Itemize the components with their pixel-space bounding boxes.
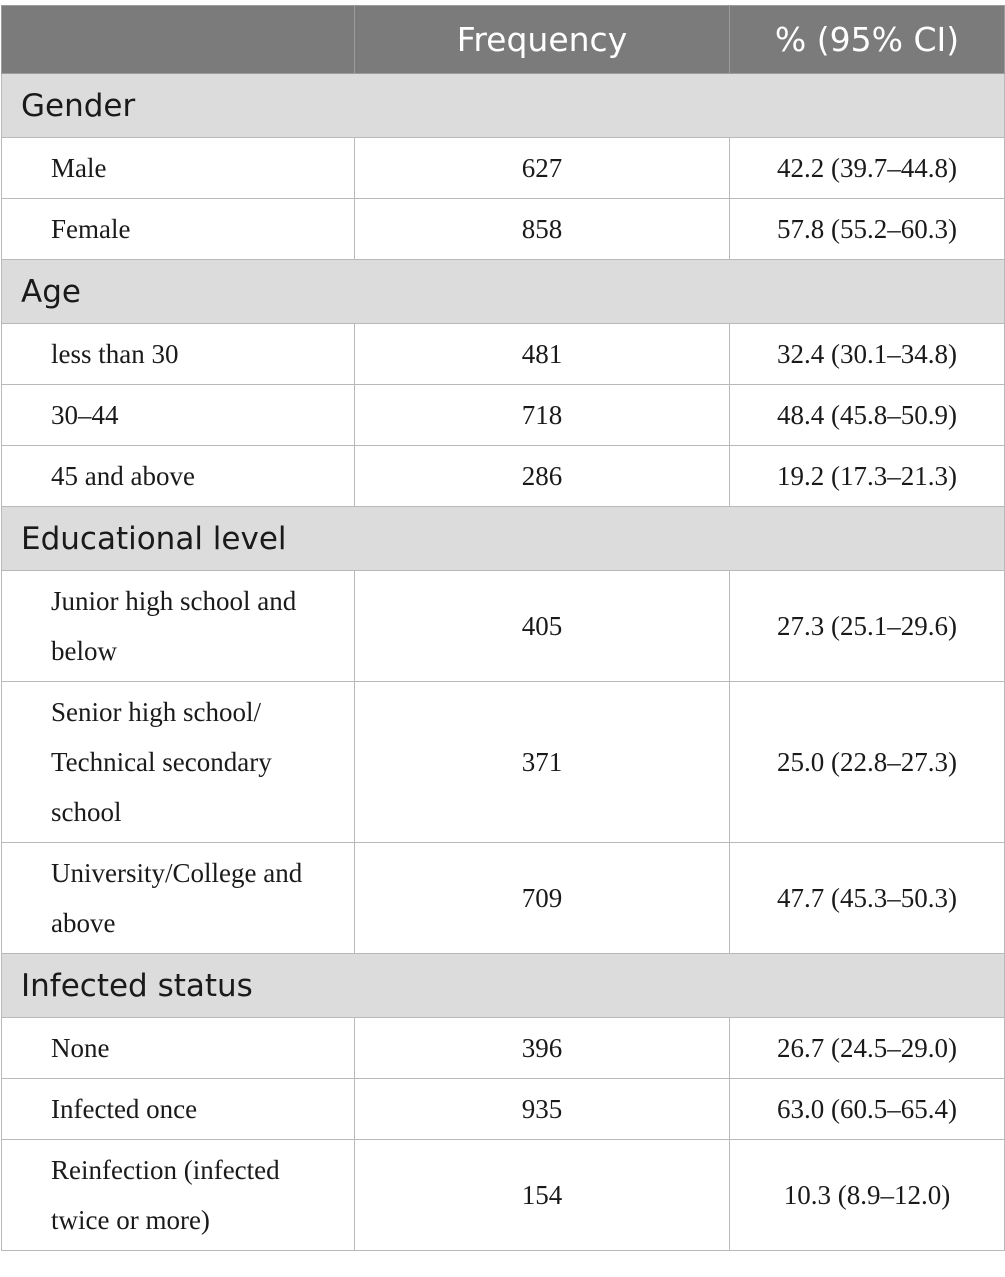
row-frequency: 286 (355, 446, 730, 507)
row-frequency: 396 (355, 1018, 730, 1079)
table-row (2, 199, 1005, 260)
row-percent: 47.7 (45.3–50.3) (730, 843, 1005, 954)
row-percent: 32.4 (30.1–34.8) (730, 324, 1005, 385)
data-table (1, 5, 1005, 1251)
row-percent: 27.3 (25.1–29.6) (730, 571, 1005, 682)
row-label: Senior high school/ Technical secondary school (2, 682, 355, 843)
row-label: 45 and above (2, 446, 355, 507)
row-label: Infected once (2, 1079, 355, 1140)
row-percent: 48.4 (45.8–50.9) (730, 385, 1005, 446)
row-frequency: 935 (355, 1079, 730, 1140)
row-frequency: 481 (355, 324, 730, 385)
row-label: None (2, 1018, 355, 1079)
table-row (2, 138, 1005, 199)
row-frequency: 858 (355, 199, 730, 260)
group-title: Educational level (2, 507, 1005, 571)
row-label: Reinfection (infected twice or more) (2, 1140, 355, 1251)
header-row (2, 6, 1005, 74)
row-label: less than 30 (2, 324, 355, 385)
group-title: Infected status (2, 954, 1005, 1018)
row-frequency: 718 (355, 385, 730, 446)
row-label: 30–44 (2, 385, 355, 446)
group-row-age (2, 260, 1005, 324)
row-label: Female (2, 199, 355, 260)
header-percent-ci: % (95% CI) (730, 6, 1005, 74)
row-frequency: 405 (355, 571, 730, 682)
row-percent: 10.3 (8.9–12.0) (730, 1140, 1005, 1251)
row-frequency: 371 (355, 682, 730, 843)
row-percent: 26.7 (24.5–29.0) (730, 1018, 1005, 1079)
table-row (2, 1140, 1005, 1251)
group-title: Gender (2, 74, 1005, 138)
row-frequency: 154 (355, 1140, 730, 1251)
row-frequency: 709 (355, 843, 730, 954)
row-label: University/College and above (2, 843, 355, 954)
table-row (2, 1018, 1005, 1079)
table-row (2, 571, 1005, 682)
table-row (2, 446, 1005, 507)
header-frequency: Frequency (355, 6, 730, 74)
table-row (2, 385, 1005, 446)
header-blank (2, 6, 355, 74)
group-row-educational-level (2, 507, 1005, 571)
group-row-infected-status (2, 954, 1005, 1018)
row-percent: 63.0 (60.5–65.4) (730, 1079, 1005, 1140)
row-label: Male (2, 138, 355, 199)
table-row (2, 1079, 1005, 1140)
table-row (2, 682, 1005, 843)
row-percent: 42.2 (39.7–44.8) (730, 138, 1005, 199)
row-percent: 57.8 (55.2–60.3) (730, 199, 1005, 260)
row-percent: 19.2 (17.3–21.3) (730, 446, 1005, 507)
row-label: Junior high school and below (2, 571, 355, 682)
table-row (2, 324, 1005, 385)
row-percent: 25.0 (22.8–27.3) (730, 682, 1005, 843)
table-row (2, 843, 1005, 954)
group-title: Age (2, 260, 1005, 324)
row-frequency: 627 (355, 138, 730, 199)
group-row-gender (2, 74, 1005, 138)
